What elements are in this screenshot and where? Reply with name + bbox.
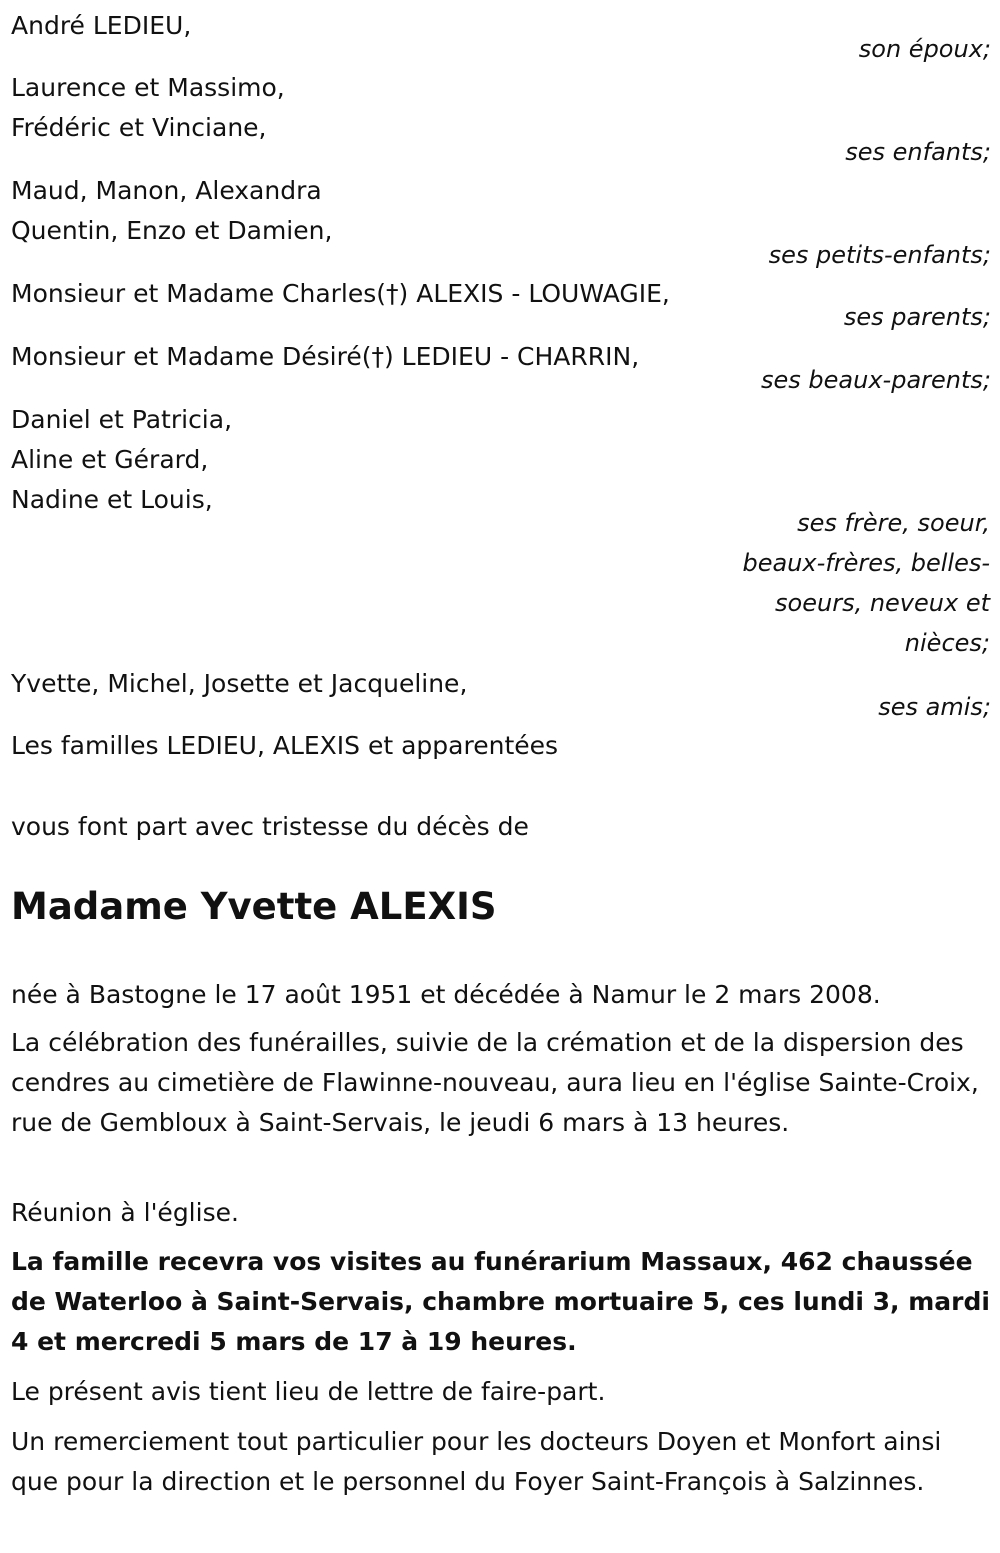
family-role: ses amis; [878,693,991,721]
family-group-children [11,68,991,172]
family-name-line: Nadine et Louis, [11,485,213,514]
visits-text: La famille recevra vos visites au funérarium Massaux, 462 chaussée de Waterloo à Saint-Servais, chambre mortuaire 5, ces lundi 3, mardi 4 et mercredi 5 mars de 17 à 19 heures. [11,1247,990,1356]
family-name-line: Daniel et Patricia, [11,405,233,434]
family-group-spouse [11,6,991,69]
thanks-text: Un remerciement tout particulier pour les docteurs Doyen et Monfort ainsi que pour la direction et le personnel du Foyer Saint-François à Salzinnes. [11,1427,942,1496]
family-role: ses petits-enfants; [768,241,991,269]
family-group-grandchildren [11,171,991,275]
family-name-line: Monsieur et Madame Désiré(†) LEDIEU - CHARRIN, [11,342,640,371]
ceremony-text: La célébration des funérailles, suivie de la crémation et de la dispersion des cendres au cimetière de Flawinne-nouveau, aura lieu en l'église Sainte-Croix, rue de Gembloux à Saint-Servais, le jeudi 6 mars à 13 heures. [11,1028,979,1137]
family-group-parents-in-law [11,337,991,400]
family-role: son époux; [858,35,991,63]
family-group-siblings [11,400,991,520]
family-name-line: Laurence et Massimo, [11,73,285,102]
family-name-line: Aline et Gérard, [11,445,209,474]
family-group-parents [11,274,991,337]
announce-line: vous font part avec tristesse du décès de [11,812,529,841]
meeting-text: Réunion à l'église. [11,1198,239,1227]
family-role-line: ses frère, soeur, [797,509,990,537]
family-role-line: beaux-frères, belles- [742,549,990,577]
family-group-friends [11,664,991,727]
deceased-name: Madame Yvette ALEXIS [11,885,497,928]
family-name-line: Maud, Manon, Alexandra [11,176,322,205]
family-role: ses parents; [843,303,991,331]
families-line: Les familles LEDIEU, ALEXIS et apparentées [11,731,559,760]
family-name-line: Quentin, Enzo et Damien, [11,216,333,245]
birth-death-text: née à Bastogne le 17 août 1951 et décédée à Namur le 2 mars 2008. [11,980,881,1009]
notice-text: Le présent avis tient lieu de lettre de faire-part. [11,1377,606,1406]
family-name-line: Frédéric et Vinciane, [11,113,267,142]
family-role: ses enfants; [845,138,991,166]
family-role-line: nièces; [904,629,990,657]
family-role-siblings [735,503,990,663]
family-role-line: soeurs, neveux et [775,589,990,617]
family-name-line: Monsieur et Madame Charles(†) ALEXIS - LOUWAGIE, [11,279,670,308]
family-role: ses beaux-parents; [761,366,991,394]
family-name-line: Yvette, Michel, Josette et Jacqueline, [11,669,468,698]
family-name-line: André LEDIEU, [11,11,192,40]
